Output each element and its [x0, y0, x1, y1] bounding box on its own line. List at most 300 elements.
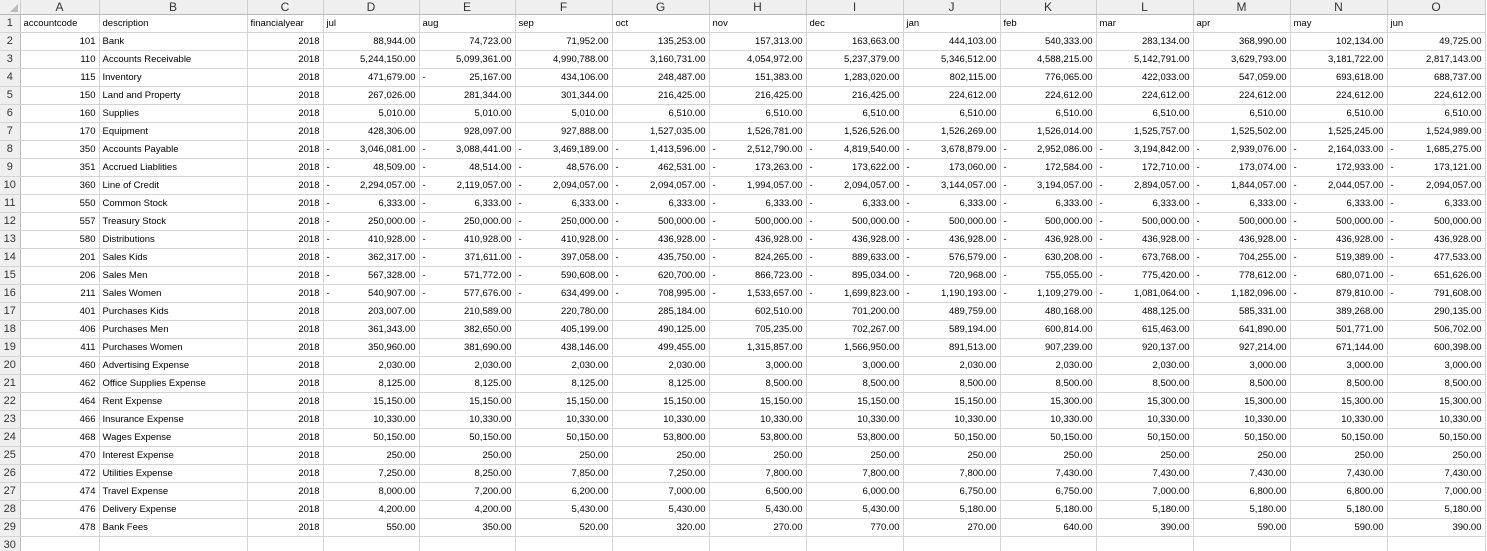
month-value-cell[interactable]: 224,612.00 [903, 87, 1000, 105]
header-cell[interactable]: description [99, 15, 247, 33]
month-value-cell[interactable]: 15,300.00 [1387, 393, 1485, 411]
account-code-cell[interactable]: 206 [20, 267, 99, 285]
month-value-cell[interactable]: 480,168.00 [1000, 303, 1096, 321]
row-header[interactable]: 7 [0, 123, 20, 141]
description-cell[interactable]: Utilities Expense [99, 465, 247, 483]
header-cell[interactable]: may [1290, 15, 1387, 33]
month-value-cell[interactable]: 428,306.00 [323, 123, 419, 141]
column-header-l[interactable]: L [1096, 0, 1193, 15]
month-value-cell[interactable]: 368,990.00 [1193, 33, 1290, 51]
description-cell[interactable]: Supplies [99, 105, 247, 123]
month-value-cell[interactable]: - 397,058.00 [515, 249, 612, 267]
month-value-cell[interactable]: 250.00 [419, 447, 515, 465]
financial-year-cell[interactable]: 2018 [247, 177, 323, 195]
month-value-cell[interactable]: - 500,000.00 [612, 213, 709, 231]
month-value-cell[interactable]: 499,455.00 [612, 339, 709, 357]
description-cell[interactable]: Travel Expense [99, 483, 247, 501]
month-value-cell[interactable]: 10,330.00 [1387, 411, 1485, 429]
account-code-cell[interactable]: 464 [20, 393, 99, 411]
account-code-cell[interactable]: 550 [20, 195, 99, 213]
month-value-cell[interactable]: - 576,579.00 [903, 249, 1000, 267]
account-code-cell[interactable]: 110 [20, 51, 99, 69]
empty-cell[interactable] [1193, 537, 1290, 551]
month-value-cell[interactable]: 250.00 [1387, 447, 1485, 465]
month-value-cell[interactable]: 6,200.00 [515, 483, 612, 501]
month-value-cell[interactable]: 250.00 [515, 447, 612, 465]
month-value-cell[interactable]: 50,150.00 [419, 429, 515, 447]
month-value-cell[interactable]: - 1,994,057.00 [709, 177, 806, 195]
month-value-cell[interactable]: 50,150.00 [1096, 429, 1193, 447]
month-value-cell[interactable]: 8,500.00 [806, 375, 903, 393]
month-value-cell[interactable]: - 1,081,064.00 [1096, 285, 1193, 303]
account-code-cell[interactable]: 401 [20, 303, 99, 321]
financial-year-cell[interactable]: 2018 [247, 429, 323, 447]
month-value-cell[interactable]: - 173,622.00 [806, 159, 903, 177]
month-value-cell[interactable]: 602,510.00 [709, 303, 806, 321]
empty-cell[interactable] [709, 537, 806, 551]
month-value-cell[interactable]: 5,244,150.00 [323, 51, 419, 69]
month-value-cell[interactable]: - 630,208.00 [1000, 249, 1096, 267]
month-value-cell[interactable]: - 634,499.00 [515, 285, 612, 303]
month-value-cell[interactable]: - 519,389.00 [1290, 249, 1387, 267]
month-value-cell[interactable]: 5,180.00 [1387, 501, 1485, 519]
month-value-cell[interactable]: 2,030.00 [419, 357, 515, 375]
row-header[interactable]: 4 [0, 69, 20, 87]
month-value-cell[interactable]: 693,618.00 [1290, 69, 1387, 87]
month-value-cell[interactable]: - 1,533,657.00 [709, 285, 806, 303]
header-cell[interactable]: dec [806, 15, 903, 33]
month-value-cell[interactable]: 10,330.00 [709, 411, 806, 429]
month-value-cell[interactable]: - 1,182,096.00 [1193, 285, 1290, 303]
header-cell[interactable]: jun [1387, 15, 1485, 33]
financial-year-cell[interactable]: 2018 [247, 249, 323, 267]
month-value-cell[interactable]: - 651,626.00 [1387, 267, 1485, 285]
month-value-cell[interactable]: - 250,000.00 [323, 213, 419, 231]
row-header[interactable]: 5 [0, 87, 20, 105]
month-value-cell[interactable]: 250.00 [806, 447, 903, 465]
description-cell[interactable]: Delivery Expense [99, 501, 247, 519]
month-value-cell[interactable]: 50,150.00 [903, 429, 1000, 447]
month-value-cell[interactable]: 270.00 [903, 519, 1000, 537]
month-value-cell[interactable]: 3,000.00 [1290, 357, 1387, 375]
month-value-cell[interactable]: 2,030.00 [612, 357, 709, 375]
row-header[interactable]: 6 [0, 105, 20, 123]
month-value-cell[interactable]: 8,000.00 [323, 483, 419, 501]
financial-year-cell[interactable]: 2018 [247, 465, 323, 483]
month-value-cell[interactable]: - 620,700.00 [612, 267, 709, 285]
month-value-cell[interactable]: 74,723.00 [419, 33, 515, 51]
month-value-cell[interactable]: 5,142,791.00 [1096, 51, 1193, 69]
month-value-cell[interactable]: 5,180.00 [1193, 501, 1290, 519]
month-value-cell[interactable]: 15,300.00 [1193, 393, 1290, 411]
month-value-cell[interactable]: 250.00 [1096, 447, 1193, 465]
financial-year-cell[interactable]: 2018 [247, 483, 323, 501]
month-value-cell[interactable]: 15,150.00 [806, 393, 903, 411]
month-value-cell[interactable]: 6,510.00 [709, 105, 806, 123]
month-value-cell[interactable]: - 680,071.00 [1290, 267, 1387, 285]
row-header[interactable]: 10 [0, 177, 20, 195]
financial-year-cell[interactable]: 2018 [247, 267, 323, 285]
month-value-cell[interactable]: - 172,584.00 [1000, 159, 1096, 177]
month-value-cell[interactable]: 7,000.00 [612, 483, 709, 501]
month-value-cell[interactable]: - 250,000.00 [515, 213, 612, 231]
month-value-cell[interactable]: 2,030.00 [1096, 357, 1193, 375]
description-cell[interactable]: Sales Men [99, 267, 247, 285]
month-value-cell[interactable]: - 500,000.00 [1290, 213, 1387, 231]
month-value-cell[interactable]: 1,526,781.00 [709, 123, 806, 141]
month-value-cell[interactable]: - 6,333.00 [612, 195, 709, 213]
month-value-cell[interactable]: 250.00 [612, 447, 709, 465]
account-code-cell[interactable]: 350 [20, 141, 99, 159]
account-code-cell[interactable]: 474 [20, 483, 99, 501]
month-value-cell[interactable]: 15,150.00 [515, 393, 612, 411]
month-value-cell[interactable]: 8,125.00 [323, 375, 419, 393]
month-value-cell[interactable]: 8,500.00 [903, 375, 1000, 393]
month-value-cell[interactable]: 151,383.00 [709, 69, 806, 87]
month-value-cell[interactable]: 6,510.00 [903, 105, 1000, 123]
month-value-cell[interactable]: 585,331.00 [1193, 303, 1290, 321]
header-cell[interactable]: aug [419, 15, 515, 33]
month-value-cell[interactable]: 2,030.00 [903, 357, 1000, 375]
month-value-cell[interactable]: - 2,094,057.00 [515, 177, 612, 195]
row-header[interactable]: 12 [0, 213, 20, 231]
month-value-cell[interactable]: 135,253.00 [612, 33, 709, 51]
month-value-cell[interactable]: - 6,333.00 [1290, 195, 1387, 213]
description-cell[interactable]: Bank Fees [99, 519, 247, 537]
select-all-corner[interactable] [0, 0, 20, 15]
month-value-cell[interactable]: 250.00 [323, 447, 419, 465]
month-value-cell[interactable]: 3,000.00 [1193, 357, 1290, 375]
month-value-cell[interactable]: 5,010.00 [419, 105, 515, 123]
description-cell[interactable]: Accounts Receivable [99, 51, 247, 69]
row-header[interactable]: 16 [0, 285, 20, 303]
column-header-o[interactable]: O [1387, 0, 1485, 15]
month-value-cell[interactable]: - 436,928.00 [1096, 231, 1193, 249]
month-value-cell[interactable]: - 6,333.00 [1387, 195, 1485, 213]
month-value-cell[interactable]: - 6,333.00 [806, 195, 903, 213]
account-code-cell[interactable]: 468 [20, 429, 99, 447]
description-cell[interactable]: Office Supplies Expense [99, 375, 247, 393]
month-value-cell[interactable]: 224,612.00 [1387, 87, 1485, 105]
month-value-cell[interactable]: 6,750.00 [1000, 483, 1096, 501]
month-value-cell[interactable]: 6,800.00 [1193, 483, 1290, 501]
month-value-cell[interactable]: 1,525,245.00 [1290, 123, 1387, 141]
month-value-cell[interactable]: 7,430.00 [1387, 465, 1485, 483]
financial-year-cell[interactable]: 2018 [247, 231, 323, 249]
month-value-cell[interactable]: - 410,928.00 [323, 231, 419, 249]
empty-cell[interactable] [1290, 537, 1387, 551]
financial-year-cell[interactable]: 2018 [247, 69, 323, 87]
month-value-cell[interactable]: 88,944.00 [323, 33, 419, 51]
empty-cell[interactable] [612, 537, 709, 551]
column-header-a[interactable]: A [20, 0, 99, 15]
month-value-cell[interactable]: - 577,676.00 [419, 285, 515, 303]
financial-year-cell[interactable]: 2018 [247, 285, 323, 303]
month-value-cell[interactable]: 506,702.00 [1387, 321, 1485, 339]
month-value-cell[interactable]: 220,780.00 [515, 303, 612, 321]
month-value-cell[interactable]: 301,344.00 [515, 87, 612, 105]
month-value-cell[interactable]: - 1,699,823.00 [806, 285, 903, 303]
month-value-cell[interactable]: - 540,907.00 [323, 285, 419, 303]
month-value-cell[interactable]: - 708,995.00 [612, 285, 709, 303]
month-value-cell[interactable]: - 2,512,790.00 [709, 141, 806, 159]
account-code-cell[interactable]: 460 [20, 357, 99, 375]
month-value-cell[interactable]: - 436,928.00 [1000, 231, 1096, 249]
month-value-cell[interactable]: - 1,109,279.00 [1000, 285, 1096, 303]
description-cell[interactable]: Insurance Expense [99, 411, 247, 429]
month-value-cell[interactable]: 4,588,215.00 [1000, 51, 1096, 69]
description-cell[interactable]: Line of Credit [99, 177, 247, 195]
description-cell[interactable]: Rent Expense [99, 393, 247, 411]
account-code-cell[interactable]: 580 [20, 231, 99, 249]
row-header[interactable]: 22 [0, 393, 20, 411]
account-code-cell[interactable]: 115 [20, 69, 99, 87]
financial-year-cell[interactable]: 2018 [247, 519, 323, 537]
header-cell[interactable]: oct [612, 15, 709, 33]
month-value-cell[interactable]: - 436,928.00 [1290, 231, 1387, 249]
account-code-cell[interactable]: 101 [20, 33, 99, 51]
month-value-cell[interactable]: - 172,710.00 [1096, 159, 1193, 177]
month-value-cell[interactable]: - 173,074.00 [1193, 159, 1290, 177]
description-cell[interactable]: Accrued Liablities [99, 159, 247, 177]
month-value-cell[interactable]: - 6,333.00 [1193, 195, 1290, 213]
financial-year-cell[interactable]: 2018 [247, 159, 323, 177]
row-header[interactable]: 27 [0, 483, 20, 501]
month-value-cell[interactable]: - 2,094,057.00 [612, 177, 709, 195]
row-header[interactable]: 26 [0, 465, 20, 483]
month-value-cell[interactable]: 8,500.00 [1193, 375, 1290, 393]
account-code-cell[interactable]: 351 [20, 159, 99, 177]
month-value-cell[interactable]: 15,300.00 [1096, 393, 1193, 411]
month-value-cell[interactable]: 4,200.00 [323, 501, 419, 519]
month-value-cell[interactable]: 50,150.00 [515, 429, 612, 447]
month-value-cell[interactable]: - 673,768.00 [1096, 249, 1193, 267]
month-value-cell[interactable]: - 2,294,057.00 [323, 177, 419, 195]
month-value-cell[interactable]: - 6,333.00 [903, 195, 1000, 213]
month-value-cell[interactable]: 5,346,512.00 [903, 51, 1000, 69]
row-header[interactable]: 9 [0, 159, 20, 177]
description-cell[interactable]: Sales Kids [99, 249, 247, 267]
month-value-cell[interactable]: 2,817,143.00 [1387, 51, 1485, 69]
row-header[interactable]: 29 [0, 519, 20, 537]
financial-year-cell[interactable]: 2018 [247, 393, 323, 411]
account-code-cell[interactable]: 201 [20, 249, 99, 267]
row-header[interactable]: 1 [0, 15, 20, 33]
month-value-cell[interactable]: 600,398.00 [1387, 339, 1485, 357]
header-cell[interactable]: nov [709, 15, 806, 33]
month-value-cell[interactable]: 701,200.00 [806, 303, 903, 321]
month-value-cell[interactable]: 671,144.00 [1290, 339, 1387, 357]
account-code-cell[interactable]: 160 [20, 105, 99, 123]
month-value-cell[interactable]: 7,800.00 [903, 465, 1000, 483]
row-header[interactable]: 23 [0, 411, 20, 429]
month-value-cell[interactable]: - 3,088,441.00 [419, 141, 515, 159]
month-value-cell[interactable]: - 3,144,057.00 [903, 177, 1000, 195]
month-value-cell[interactable]: 6,800.00 [1290, 483, 1387, 501]
month-value-cell[interactable]: 3,000.00 [806, 357, 903, 375]
row-header[interactable]: 17 [0, 303, 20, 321]
row-header[interactable]: 3 [0, 51, 20, 69]
column-header-i[interactable]: I [806, 0, 903, 15]
month-value-cell[interactable]: - 25,167.00 [419, 69, 515, 87]
month-value-cell[interactable]: 5,430.00 [806, 501, 903, 519]
row-header[interactable]: 24 [0, 429, 20, 447]
month-value-cell[interactable]: 10,330.00 [323, 411, 419, 429]
month-value-cell[interactable]: - 6,333.00 [1000, 195, 1096, 213]
month-value-cell[interactable]: 422,033.00 [1096, 69, 1193, 87]
month-value-cell[interactable]: 7,430.00 [1193, 465, 1290, 483]
description-cell[interactable]: Interest Expense [99, 447, 247, 465]
month-value-cell[interactable]: 490,125.00 [612, 321, 709, 339]
financial-year-cell[interactable]: 2018 [247, 321, 323, 339]
month-value-cell[interactable]: 434,106.00 [515, 69, 612, 87]
month-value-cell[interactable]: - 3,194,842.00 [1096, 141, 1193, 159]
column-header-j[interactable]: J [903, 0, 1000, 15]
month-value-cell[interactable]: 15,150.00 [709, 393, 806, 411]
month-value-cell[interactable]: 5,099,361.00 [419, 51, 515, 69]
month-value-cell[interactable]: 489,759.00 [903, 303, 1000, 321]
empty-cell[interactable] [323, 537, 419, 551]
row-header[interactable]: 18 [0, 321, 20, 339]
header-cell[interactable]: financialyear [247, 15, 323, 33]
month-value-cell[interactable]: 53,800.00 [709, 429, 806, 447]
column-header-d[interactable]: D [323, 0, 419, 15]
month-value-cell[interactable]: 381,690.00 [419, 339, 515, 357]
month-value-cell[interactable]: - 436,928.00 [806, 231, 903, 249]
month-value-cell[interactable]: 224,612.00 [1096, 87, 1193, 105]
month-value-cell[interactable]: - 567,328.00 [323, 267, 419, 285]
month-value-cell[interactable]: 2,030.00 [323, 357, 419, 375]
month-value-cell[interactable]: 3,629,793.00 [1193, 51, 1290, 69]
month-value-cell[interactable]: 10,330.00 [1290, 411, 1387, 429]
month-value-cell[interactable]: 10,330.00 [419, 411, 515, 429]
month-value-cell[interactable]: 250.00 [903, 447, 1000, 465]
month-value-cell[interactable]: 8,250.00 [419, 465, 515, 483]
month-value-cell[interactable]: 3,000.00 [709, 357, 806, 375]
account-code-cell[interactable]: 472 [20, 465, 99, 483]
month-value-cell[interactable]: - 6,333.00 [515, 195, 612, 213]
month-value-cell[interactable]: - 436,928.00 [612, 231, 709, 249]
month-value-cell[interactable]: - 436,928.00 [1193, 231, 1290, 249]
month-value-cell[interactable]: 49,725.00 [1387, 33, 1485, 51]
month-value-cell[interactable]: 15,300.00 [1290, 393, 1387, 411]
month-value-cell[interactable]: 891,513.00 [903, 339, 1000, 357]
month-value-cell[interactable]: 3,181,722.00 [1290, 51, 1387, 69]
description-cell[interactable]: Land and Property [99, 87, 247, 105]
month-value-cell[interactable]: 50,150.00 [1387, 429, 1485, 447]
month-value-cell[interactable]: 770.00 [806, 519, 903, 537]
month-value-cell[interactable]: - 2,094,057.00 [806, 177, 903, 195]
month-value-cell[interactable]: - 173,060.00 [903, 159, 1000, 177]
month-value-cell[interactable]: - 3,678,879.00 [903, 141, 1000, 159]
month-value-cell[interactable]: - 895,034.00 [806, 267, 903, 285]
month-value-cell[interactable]: 270.00 [709, 519, 806, 537]
month-value-cell[interactable]: 1,525,757.00 [1096, 123, 1193, 141]
month-value-cell[interactable]: 7,000.00 [1096, 483, 1193, 501]
month-value-cell[interactable]: 6,500.00 [709, 483, 806, 501]
empty-cell[interactable] [515, 537, 612, 551]
month-value-cell[interactable]: - 704,255.00 [1193, 249, 1290, 267]
month-value-cell[interactable]: 520.00 [515, 519, 612, 537]
header-cell[interactable]: jul [323, 15, 419, 33]
month-value-cell[interactable]: 350,960.00 [323, 339, 419, 357]
column-header-m[interactable]: M [1193, 0, 1290, 15]
financial-year-cell[interactable]: 2018 [247, 123, 323, 141]
month-value-cell[interactable]: 405,199.00 [515, 321, 612, 339]
month-value-cell[interactable]: 10,330.00 [1193, 411, 1290, 429]
month-value-cell[interactable]: 928,097.00 [419, 123, 515, 141]
month-value-cell[interactable]: - 879,810.00 [1290, 285, 1387, 303]
month-value-cell[interactable]: 6,000.00 [806, 483, 903, 501]
month-value-cell[interactable]: 50,150.00 [1000, 429, 1096, 447]
month-value-cell[interactable]: 283,134.00 [1096, 33, 1193, 51]
month-value-cell[interactable]: - 410,928.00 [515, 231, 612, 249]
month-value-cell[interactable]: 6,750.00 [903, 483, 1000, 501]
month-value-cell[interactable]: 540,333.00 [1000, 33, 1096, 51]
column-header-b[interactable]: B [99, 0, 247, 15]
month-value-cell[interactable]: - 500,000.00 [903, 213, 1000, 231]
month-value-cell[interactable]: 927,214.00 [1193, 339, 1290, 357]
month-value-cell[interactable]: 267,026.00 [323, 87, 419, 105]
description-cell[interactable]: Sales Women [99, 285, 247, 303]
description-cell[interactable]: Inventory [99, 69, 247, 87]
description-cell[interactable]: Wages Expense [99, 429, 247, 447]
header-cell[interactable]: apr [1193, 15, 1290, 33]
month-value-cell[interactable]: - 173,263.00 [709, 159, 806, 177]
financial-year-cell[interactable]: 2018 [247, 411, 323, 429]
month-value-cell[interactable]: 390.00 [1387, 519, 1485, 537]
description-cell[interactable]: Accounts Payable [99, 141, 247, 159]
month-value-cell[interactable]: - 48,509.00 [323, 159, 419, 177]
row-header[interactable]: 19 [0, 339, 20, 357]
month-value-cell[interactable]: - 889,633.00 [806, 249, 903, 267]
month-value-cell[interactable]: 248,487.00 [612, 69, 709, 87]
month-value-cell[interactable]: 210,589.00 [419, 303, 515, 321]
financial-year-cell[interactable]: 2018 [247, 357, 323, 375]
month-value-cell[interactable]: 157,313.00 [709, 33, 806, 51]
month-value-cell[interactable]: 5,180.00 [1290, 501, 1387, 519]
month-value-cell[interactable]: 10,330.00 [1096, 411, 1193, 429]
month-value-cell[interactable]: - 1,190,193.00 [903, 285, 1000, 303]
month-value-cell[interactable]: 250.00 [709, 447, 806, 465]
month-value-cell[interactable]: - 436,928.00 [1387, 231, 1485, 249]
empty-cell[interactable] [903, 537, 1000, 551]
financial-year-cell[interactable]: 2018 [247, 87, 323, 105]
month-value-cell[interactable]: 920,137.00 [1096, 339, 1193, 357]
month-value-cell[interactable]: - 500,000.00 [1096, 213, 1193, 231]
month-value-cell[interactable]: 7,430.00 [1000, 465, 1096, 483]
month-value-cell[interactable]: 281,344.00 [419, 87, 515, 105]
month-value-cell[interactable]: 6,510.00 [806, 105, 903, 123]
description-cell[interactable]: Distributions [99, 231, 247, 249]
row-header[interactable]: 11 [0, 195, 20, 213]
month-value-cell[interactable]: - 2,094,057.00 [1387, 177, 1485, 195]
month-value-cell[interactable]: 8,500.00 [1290, 375, 1387, 393]
month-value-cell[interactable]: 7,430.00 [1096, 465, 1193, 483]
month-value-cell[interactable]: - 6,333.00 [323, 195, 419, 213]
month-value-cell[interactable]: - 2,894,057.00 [1096, 177, 1193, 195]
month-value-cell[interactable]: 7,000.00 [1387, 483, 1485, 501]
month-value-cell[interactable]: 8,500.00 [709, 375, 806, 393]
month-value-cell[interactable]: 702,267.00 [806, 321, 903, 339]
description-cell[interactable]: Bank [99, 33, 247, 51]
financial-year-cell[interactable]: 2018 [247, 51, 323, 69]
month-value-cell[interactable]: - 410,928.00 [419, 231, 515, 249]
empty-cell[interactable] [1387, 537, 1485, 551]
month-value-cell[interactable]: - 2,164,033.00 [1290, 141, 1387, 159]
row-header[interactable]: 28 [0, 501, 20, 519]
month-value-cell[interactable]: 6,510.00 [612, 105, 709, 123]
